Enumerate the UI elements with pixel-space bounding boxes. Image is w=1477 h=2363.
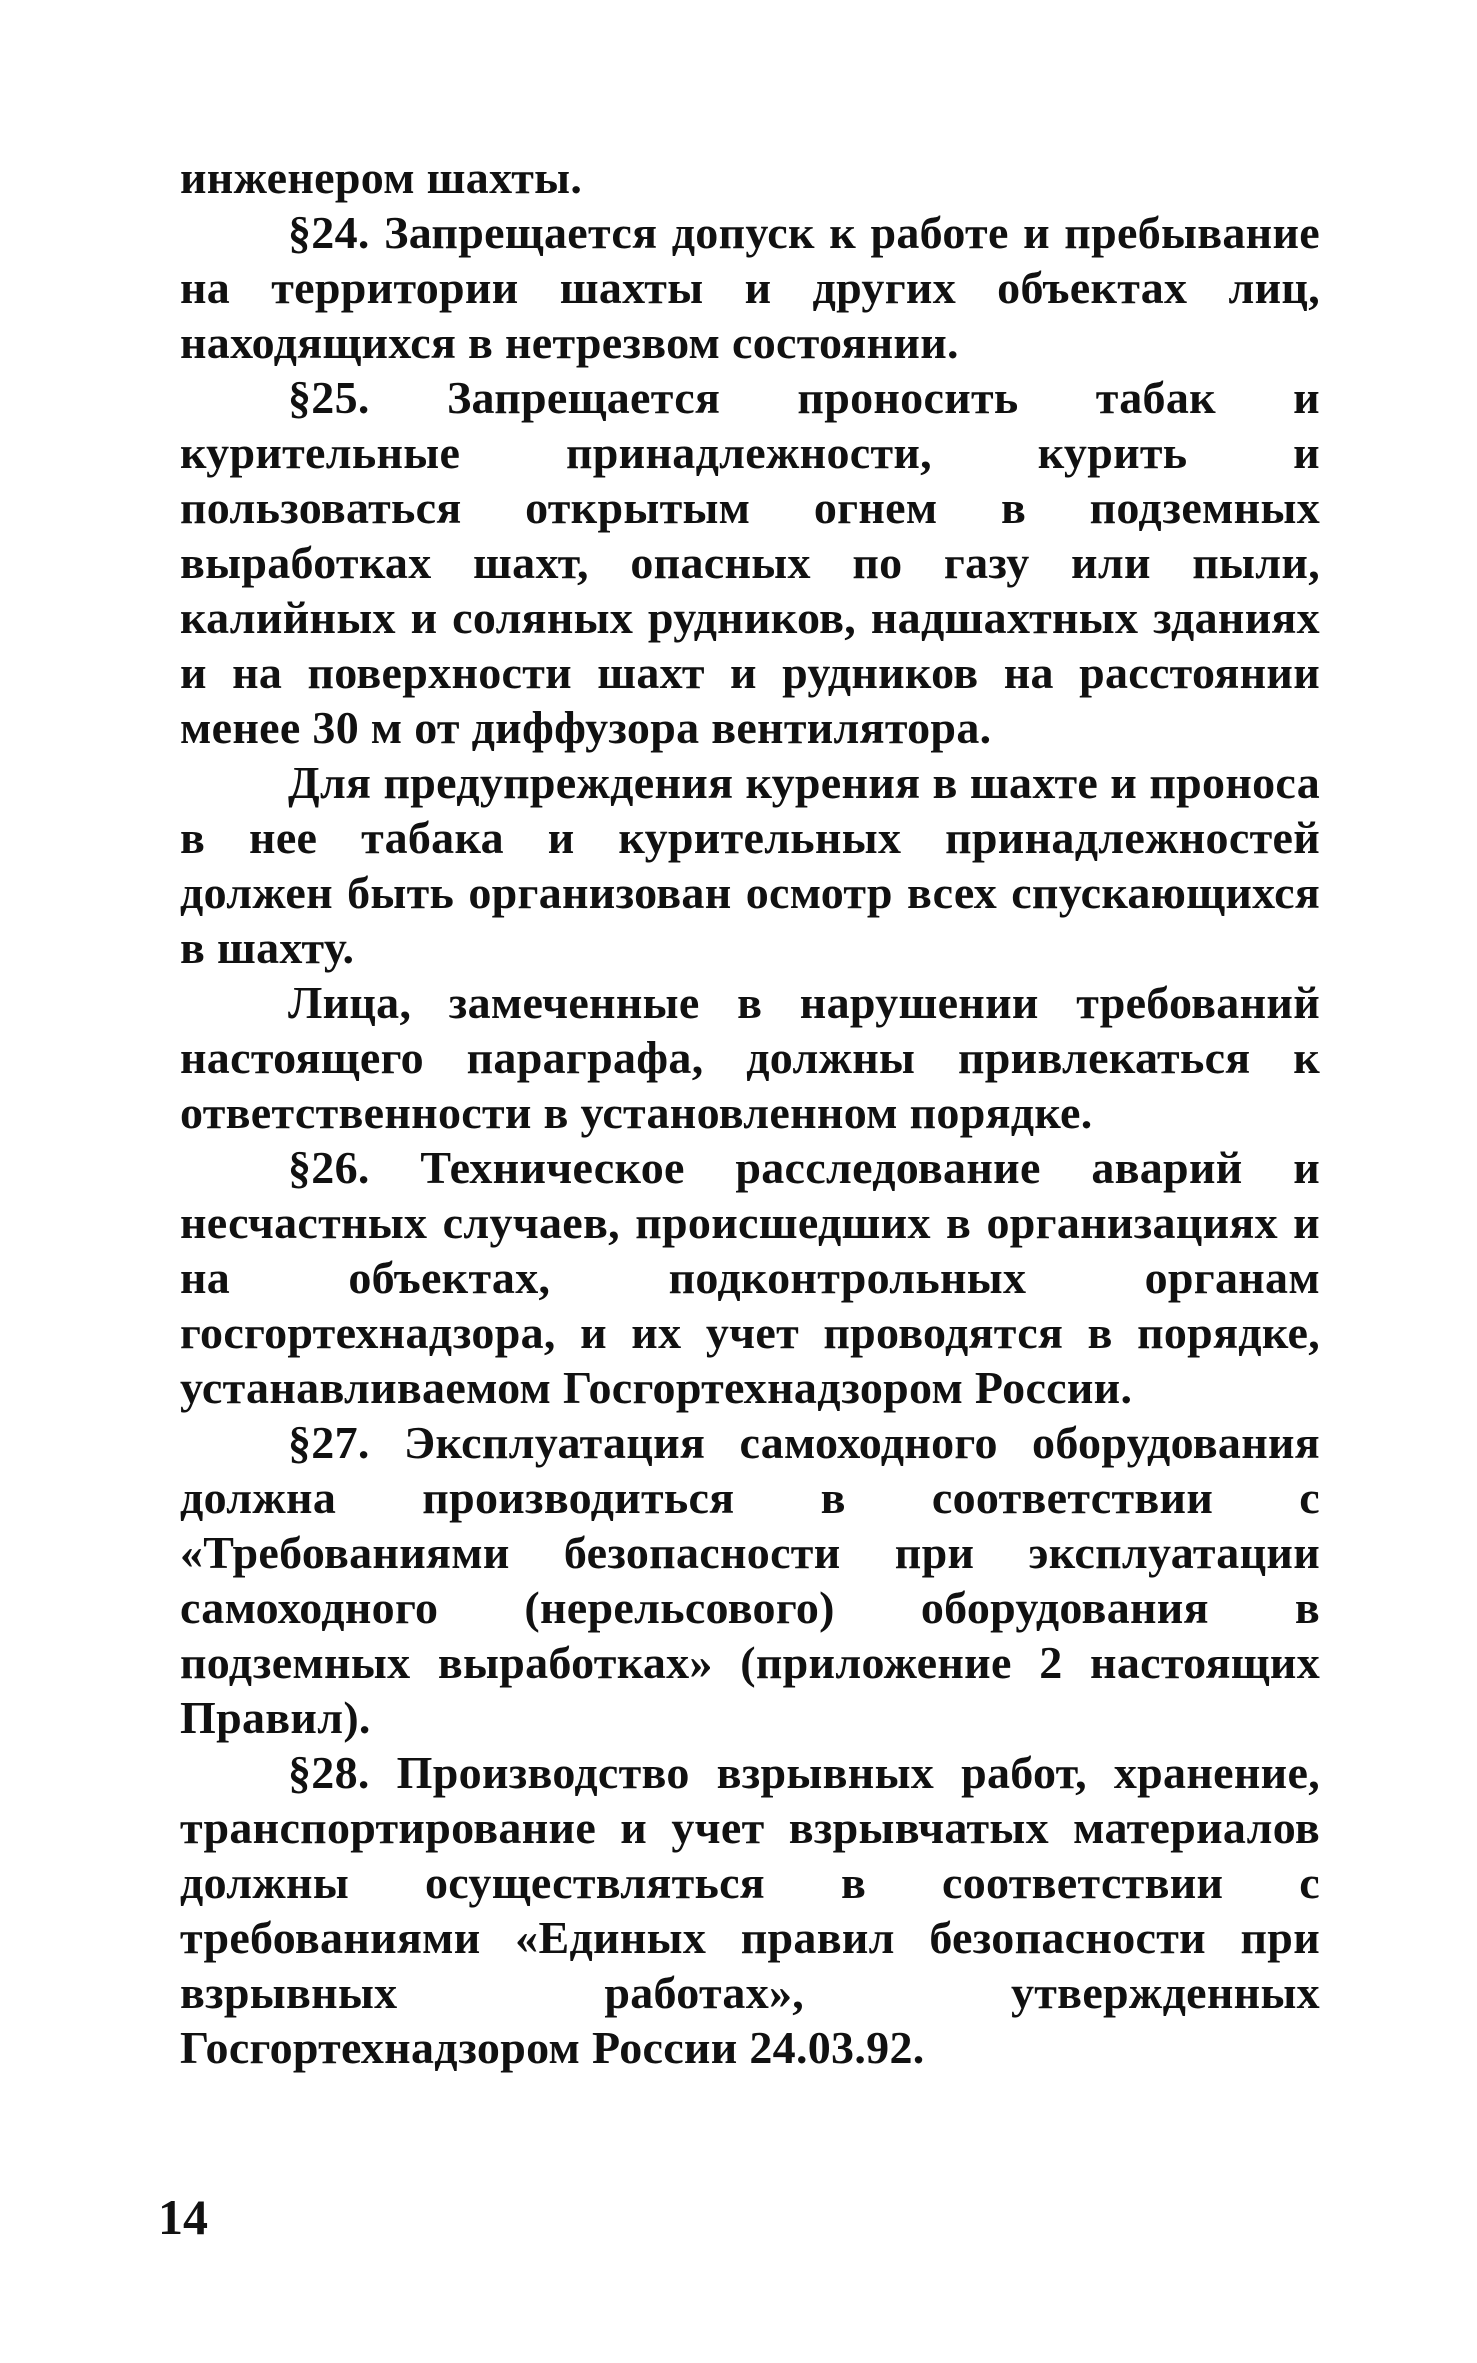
page-number: 14 xyxy=(158,2189,208,2245)
paragraph-section-25: §25. Запрещается проносить табак и курительные принадлежности, курить и пользоваться открытым огнем в подземных выработках шахт, опасных по газу или пыли, калийных и соляных рудников, надшахтных зданиях и на поверхности шахт и рудников на расстоянии менее 30 м от диффузора вентилятора. xyxy=(180,372,1320,753)
paragraph-violators-liability: Лица, замеченные в нарушении требований настоящего параграфа, должны привлекаться к ответственности в установленном порядке. xyxy=(180,977,1320,1138)
paragraph-section-26: §26. Техническое расследование аварий и несчастных случаев, происшедших в организациях и на объектах, подконтрольных органам госгортехнадзора, и их учет проводятся в порядке, устанавливаемом Госгортехнадзором России. xyxy=(180,1142,1320,1413)
paragraph-section-27: §27. Эксплуатация самоходного оборудования должна производиться в соответствии с «Требованиями безопасности при эксплуатации самоходного (нерельсового) оборудования в подземных выработках» (приложение 2 настоящих Правил). xyxy=(180,1417,1320,1743)
paragraph-continuation: инженером шахты. xyxy=(180,152,583,203)
paragraph-section-28: §28. Производство взрывных работ, хранение, транспортирование и учет взрывчатых материалов должны осуществляться в соответствии с требованиями «Единых правил безопасности при взрывных работах», утвержденных Госгортехнадзором России 24.03.92. xyxy=(180,1747,1320,2073)
paragraph-smoking-inspection: Для предупреждения курения в шахте и проноса в нее табака и курительных принадлежностей должен быть организован осмотр всех спускающихся в шахту. xyxy=(180,757,1320,973)
paragraph-section-24: §24. Запрещается допуск к работе и пребывание на территории шахты и других объектах лиц, находящихся в нетрезвом состоянии. xyxy=(180,207,1320,368)
body-text xyxy=(180,150,1320,2075)
